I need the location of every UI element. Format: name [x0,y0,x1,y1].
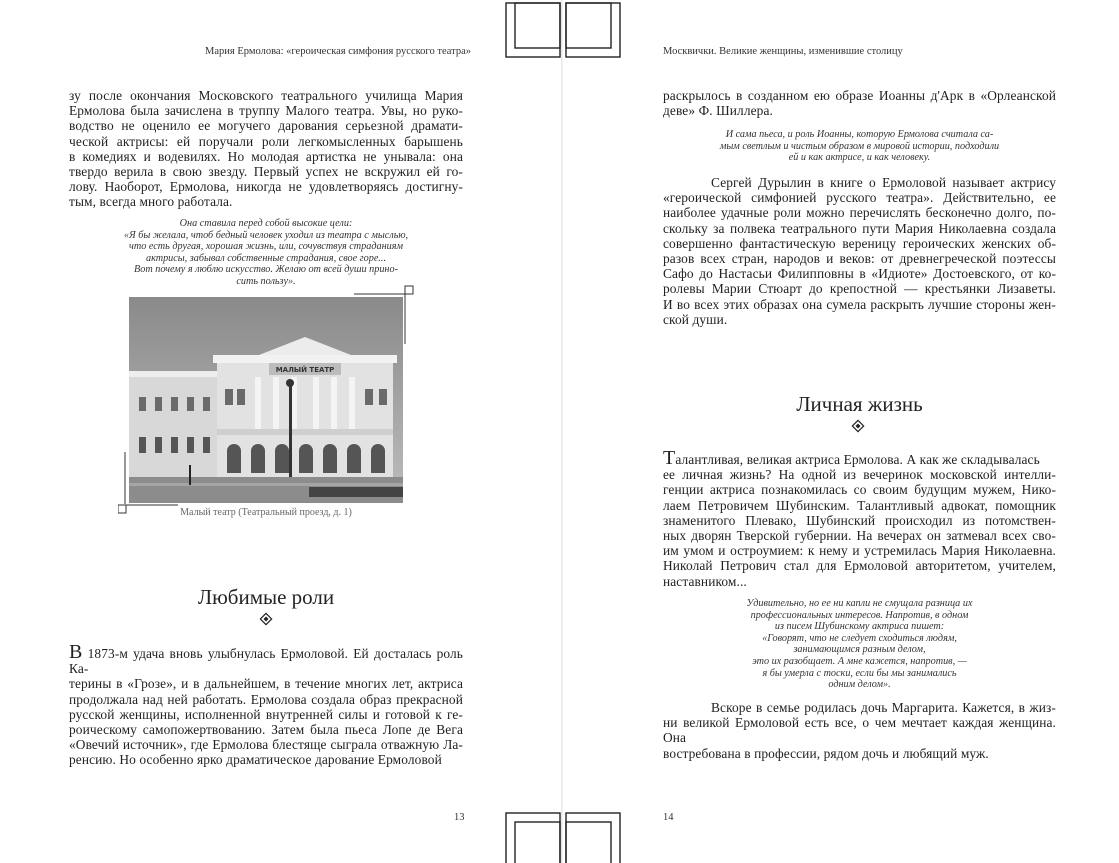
text-line: из писем Шубинскому актриса пишет: [774,621,945,633]
text-line: Сергей Дурылин в книге о Ермоловой называет актрису [711,175,1056,190]
text-line: в комедиях и водевилях. Но молодая артистка не унывала: она [69,148,463,164]
left-quote [118,218,414,288]
text-line: это их разобщает. А мне кажется, напротив, — [752,655,967,667]
page-number-right: 14 [663,812,674,823]
text-line: совершенно фантастическую вереницу героических женских об- [663,235,1056,251]
text-line: твердо верила в свою звезду. Первый успех не вскружил ей го- [69,164,463,180]
text-line: Вскоре в семье родилась дочь Маргарита. Кажется, в жиз- [711,700,1056,715]
text-line: раскрылось в созданном ею образе Иоанны д'Арк в «Орлеанской [663,88,1056,103]
text-line: ской души. [663,311,728,327]
text-line: востребована в профессии, рядом дочь и любящий муж. [663,745,989,761]
text-line: что есть другая, хорошая жизнь, или, сочувствуя страданиям [129,241,403,253]
text-line: сить пользу». [236,275,296,287]
text-line: ческой актрисы: ей поручали роли легкомысленных барышень [69,133,463,149]
text-line: профессиональных интересов. Напротив, в одном [750,609,969,621]
text-line: «Я бы желала, чтоб бедный человек уходил из театра с мыслью, [123,229,409,241]
corner-ornament-bottom-left [505,812,561,863]
text-line: Ермолова была зачислена в труппу Малого театра. Увы, но руко- [69,103,463,119]
ornament-diamond-icon [259,612,273,626]
text-line: мым светлым и чистым образом в мировой истории, подходили [719,140,1000,152]
text-line: наиболее удачные роли можно перечислять бесконечно долго, по- [663,205,1056,221]
text-line: скольку за полвека театрального пути Мария Николаевна создала [663,220,1056,236]
page-number-left: 13 [454,812,465,823]
text-line: «Говорят, что не следует сходиться людям, [762,632,957,644]
text-line: им умом и остроумием: к нему и устремилась Мария Николаевна. [663,543,1056,559]
right-quote-2 [718,598,1001,691]
text-line: ей и как актрисе, и как человеку. [788,152,931,164]
text-line: водство не оценило ее могучего дарования серьезной драмати- [69,118,463,134]
section-heading-favorite-roles: Любимые роли [197,585,335,609]
text-line: разов всех стран, народов и веков: от древнегреческой поэтессы [663,251,1056,267]
text-line: «героической симфонией русского театра». Действительно, ее [663,190,1056,206]
text-line: И сама пьеса, и роль Иоанны, которую Ермолова считала са- [725,129,994,140]
photo-caption: Малый театр (Театральный проезд, д. 1) [180,507,352,518]
text-line: ных дворян Тверской губернии. На вечерах он затмевал всех сво- [663,528,1056,544]
text-line: терины в «Грозе», и в дальнейшем, в течение многих лет, актриса [69,676,463,692]
drop-cap-t: Т [663,447,676,469]
text-line: роическому самопожертвованию. Затем была пьеса Лопе де Вега [69,722,463,738]
text-line: лаем Петровичем Шубинским. Талантливый адвокат, помощник [663,497,1056,513]
text-line: зу после окончания Московского театрального училища Мария [69,88,463,103]
text-line: ролевы Марии Стюарт до крепостной — крестьянки Лизаветы. [663,281,1056,297]
running-header-right: Москвички. Великие женщины, изменившие столицу [663,46,903,57]
right-paragraph-1 [663,88,1056,118]
text-line: тым, всегда много работала. [69,194,233,210]
corner-ornament-top-right [565,2,621,62]
section-heading-personal-life: Личная жизнь [796,392,923,416]
text-line: ее личная жизнь? На одной из вечеринок московской интелли- [663,467,1056,483]
text-line: И во всех этих образах она сумела раскрыть лучшие стороны жен- [663,296,1056,312]
text-line: «Овечий источник», где Ермолова блестяще сыграла отважную Ла- [69,737,463,753]
text-line: Николай Петрович стал для Ермоловой авторитетом, учителем, [663,558,1056,574]
text-line: ренсию. Но особенно ярко драматическое дарование Ермоловой [69,752,442,768]
text-line: деве» Ф. Шиллера. [663,103,773,119]
text-line: наставником... [663,573,747,589]
text-line: генции актриса познакомилась со своим будущим мужем, Нико- [663,482,1056,498]
left-paragraph-1 [69,88,463,210]
text-line: Удивительно, но ее ни капли не смущала разница их [746,598,973,609]
text-line: Она ставила перед собой высокие цели: [179,218,353,229]
text-line: одним делом». [828,679,891,691]
right-paragraph-3: Талантливая, великая актриса Ермолова. А как же складывалась ее личная жизнь? На одной из вечеринок московской интелли- генции актриса познакомилась со своим будущим мужем, Нико- лаем Петровичем Шубинским. Талантливый адвокат, помощник знаменитого Плевако, Шубинский происходил из потомствен- ных дворян Тверской губернии. На вечерах он затмевал всех сво- им умом и остроумием: к нему и устремилась Мария Николаевна. Николай Петрович стал для Ермоловой авторитетом, учителем, наставником... [663,447,1056,589]
theatre-sign: МАЛЫЙ ТЕАТР [275,366,335,374]
drop-cap-v: В [69,641,83,663]
text-line: актрисы, забывал собственные страдания, свое горе... [145,252,386,264]
text-line: продолжала над ней работать. Ермолова создала образ прекрасной [69,691,463,707]
text-line: я бы умерла с тоски, если бы мы занимались [762,667,957,679]
ornament-diamond-icon-right [851,419,865,433]
text-line: русской женщины, исполненной внутренней силы и готовой к ге- [69,706,463,722]
text-line: лову. Наоборот, Ермолова, никогда не удовлетворяясь достигну- [69,179,463,195]
right-page [563,0,1119,863]
text-line: знаменитого Плевако, Шубинский происходил из потомствен- [663,512,1056,528]
right-paragraph-4 [663,700,1056,761]
right-paragraph-2 [663,175,1056,327]
corner-ornament-top-left [505,2,561,62]
text-line: ни великой Ермоловой есть все, о чем мечтает каждая женщина. Она [663,715,1056,746]
text-line: занимающимся разным делом, [793,644,926,656]
left-paragraph-2: В 1873-м удача вновь улыбнулась Ермоловой. Ей досталась роль Ка- терины в «Грозе», и в дальнейшем, в течение многих лет, актриса продолжала над ней работать. Ермолова создала образ прекрасной русской женщины, исполненной внутренней силы и готовой к ге- роическому самопожертвованию. Затем была пьеса Лопе де Вега «Овечий источник», где Ермолова блестяще сыграла отважную Ла- ренсию. Но особенно ярко драматическое дарование Ермоловой [69,641,463,768]
maly-theatre-photo [129,297,403,503]
text-line: Вот почему я люблю искусство. Желаю от всей души прино- [134,264,398,276]
right-quote-1 [708,129,1011,164]
text-line: Сафо до Настасьи Филипповны в «Идиоте» Достоевского, от ко- [663,266,1056,282]
running-header-left: Мария Ермолова: «героическая симфония русского театра» [205,46,471,57]
corner-ornament-bottom-right [565,812,621,863]
